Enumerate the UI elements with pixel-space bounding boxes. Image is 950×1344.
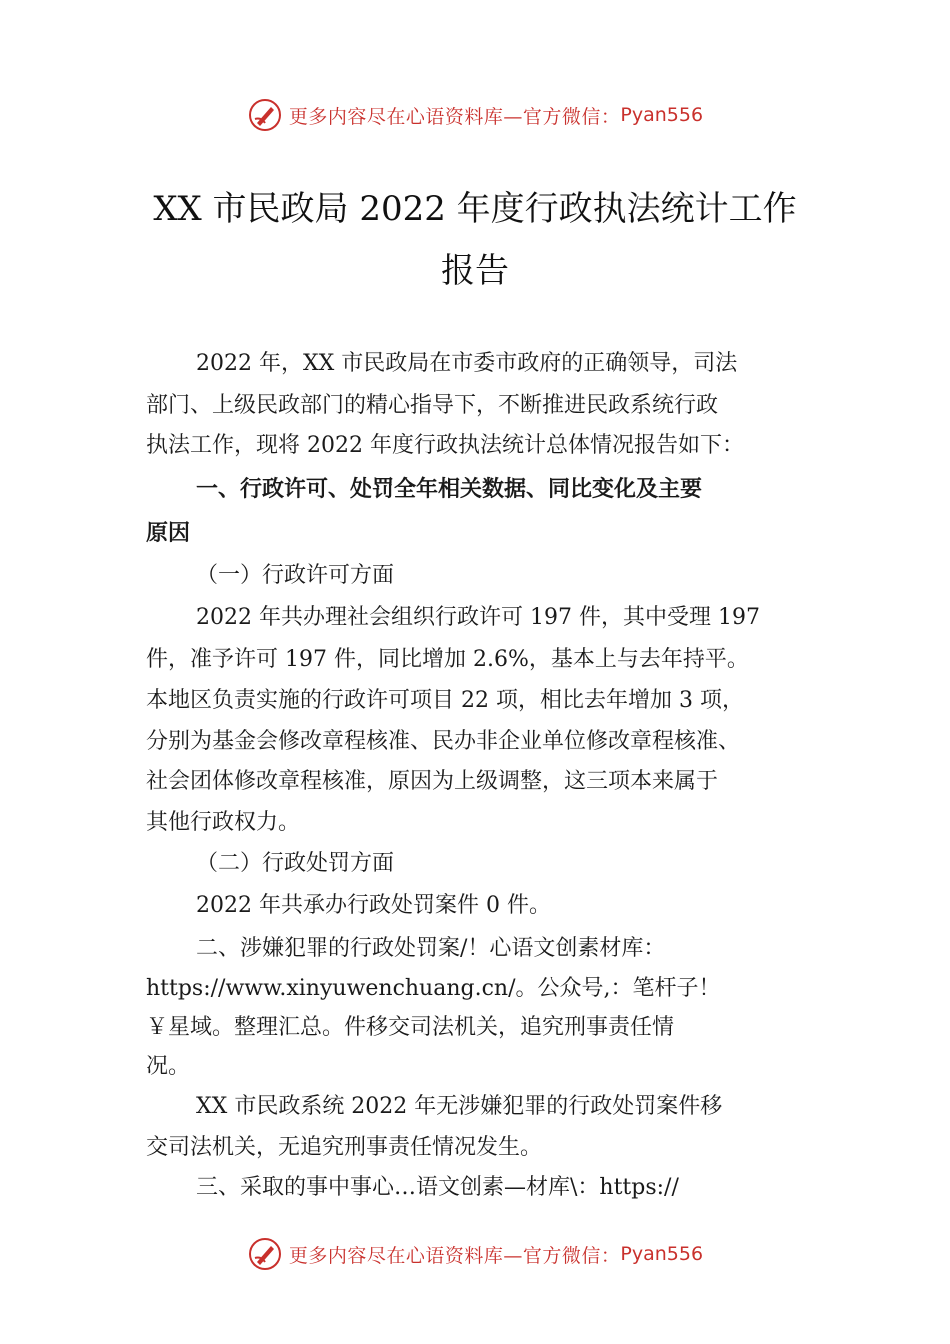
para2-line: 2022 年共承办行政处罚案件 0 件。 [196, 893, 551, 918]
para1-line-4: 分别为基金会修改章程核准、民办非企业单位修改章程核准、 [146, 729, 741, 754]
intro-line-3: 执法工作，现将 2022 年度行政执法统计总体情况报告如下： [146, 433, 744, 458]
pen-nib-logo-icon [247, 97, 283, 133]
section-heading-2-line-3: ￥星域。整理汇总。件移交司法机关，追究刑事责任情 [146, 1015, 675, 1040]
para1-line-6: 其他行政权力。 [146, 810, 301, 835]
banner-contact: Pyan556 [620, 1243, 704, 1265]
subsection-heading-1: （一）行政许可方面 [196, 563, 395, 588]
title-line-2: 报告 [441, 251, 509, 291]
para3-line-1: XX 市民政系统 2022 年无涉嫌犯罪的行政处罚案件移 [196, 1094, 723, 1119]
banner-text: 更多内容尽在心语资料库—官方微信： [288, 105, 621, 128]
para1-line-5: 社会团体修改章程核准，原因为上级调整，这三项本来属于 [146, 769, 719, 794]
para3-line-2: 交司法机关，无追究刑事责任情况发生。 [146, 1135, 543, 1160]
para1-line-3: 本地区负责实施的行政许可项目 22 项，相比去年增加 3 项， [146, 688, 744, 713]
para1-line-2: 件，准予许可 197 件，同比增加 2.6%，基本上与去年持平。 [146, 647, 749, 672]
banner-contact: Pyan556 [620, 104, 704, 126]
section-heading-1-cont: 原因 [146, 521, 191, 546]
subsection-heading-2: （二）行政处罚方面 [196, 851, 395, 876]
para1-line-1: 2022 年共办理社会组织行政许可 197 件，其中受理 197 [196, 605, 760, 630]
header-watermark-banner [0, 95, 950, 135]
section-heading-3: 三、采取的事中事心…语文创素—材库\：https:// [196, 1175, 679, 1200]
section-heading-2: 二、涉嫌犯罪的行政处罚案/！心语文创素材库： [196, 936, 666, 961]
pen-nib-logo-icon [247, 1236, 283, 1272]
intro-line-1: 2022 年，XX 市民政局在市委市政府的正确领导，司法 [196, 351, 738, 376]
footer-watermark-banner [0, 1234, 950, 1274]
banner-text: 更多内容尽在心语资料库—官方微信： [288, 1244, 621, 1267]
section-heading-2-line-2: https://www.xinyuwenchuang.cn/。公众号,：笔杆子！ [146, 976, 721, 1001]
intro-line-2: 部门、上级民政部门的精心指导下，不断推进民政系统行政 [146, 393, 719, 418]
document-title [0, 178, 950, 302]
title-line-1: XX 市民政局 2022 年度行政执法统计工作 [153, 189, 797, 229]
section-heading-1: 一、行政许可、处罚全年相关数据、同比变化及主要 [196, 477, 703, 502]
section-heading-2-line-4: 况。 [146, 1054, 191, 1079]
